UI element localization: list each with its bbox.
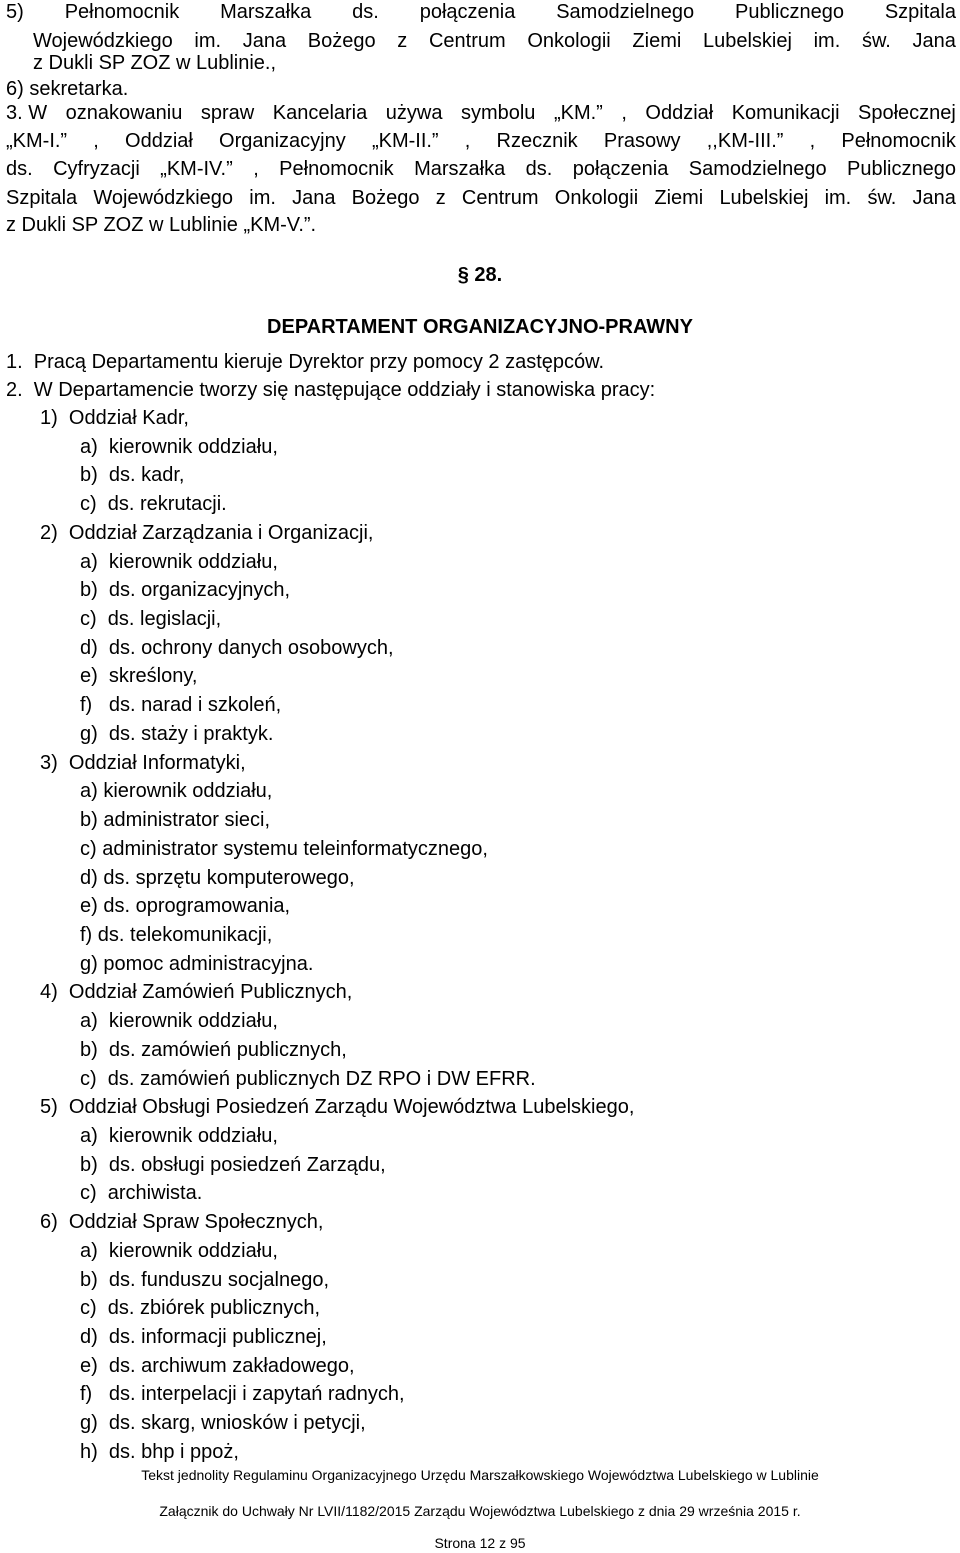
department-item: c) ds. zbiórek publicznych, [80, 1297, 321, 1320]
word: , [809, 130, 816, 152]
department-item: b) ds. obsługi posiedzeń Zarządu, [80, 1153, 386, 1176]
department-label: 2) Oddział Zarządzania i Organizacji, [40, 521, 374, 544]
word: ds. [525, 158, 553, 180]
word: Organizacyjny [219, 130, 346, 152]
word: Centrum [428, 30, 506, 52]
word: „KM.” [553, 102, 603, 124]
word: im. [194, 30, 222, 52]
word: , [93, 130, 99, 152]
word: Marszałka [220, 1, 312, 23]
word: Jana [242, 30, 287, 52]
word: połączenia [419, 1, 516, 23]
department-item: g) pomoc administracyjna. [80, 952, 314, 975]
word: Oddział [645, 102, 714, 124]
word: 3. W [6, 102, 48, 124]
word: Jana [912, 187, 956, 209]
department-item: c) administrator systemu teleinformatycznego, [80, 837, 488, 860]
word: Cyfryzacji [53, 158, 140, 180]
department-item: c) ds. zamówień publicznych DZ RPO i DW EFRR. [80, 1067, 536, 1090]
word: Kancelaria [272, 102, 368, 124]
section-title: DEPARTAMENT ORGANIZACYJNO-PRAWNY [267, 316, 693, 338]
department-item: a) kierownik oddziału, [80, 1125, 278, 1147]
word: symbolu [460, 102, 536, 124]
department-item: f) ds. telekomunikacji, [80, 923, 273, 946]
word: , [621, 102, 627, 124]
word: Pełnomocnik [279, 158, 394, 180]
word: z [397, 30, 408, 52]
department-item: b) ds. organizacyjnych, [80, 579, 291, 602]
word: Centrum [461, 187, 539, 209]
footer-text-1: Tekst jednolity Regulaminu Organizacyjnego Urzędu Marszałkowskiego Województwa Lubelskiego w Lublinie [141, 1467, 819, 1483]
word: ds. [352, 1, 379, 23]
department-item: c) archiwista. [80, 1182, 203, 1205]
word: Bożego [351, 187, 420, 209]
word: św. [861, 30, 891, 52]
department-label: 3) Oddział Informatyki, [40, 751, 246, 774]
word: Bożego [307, 30, 376, 52]
word: Lubelskiej [702, 30, 792, 52]
word: Oddział [125, 130, 193, 152]
department-item: h) ds. bhp i ppoż, [80, 1440, 239, 1463]
word: Ziemi [632, 30, 682, 52]
word: Rzecznik [496, 130, 578, 152]
department-item: g) ds. staży i praktyk. [80, 722, 274, 745]
word: „KM-I.” [6, 130, 68, 152]
word: Onkologii [527, 30, 611, 52]
word: Publicznego [734, 1, 844, 23]
department-item: a) kierownik oddziału, [80, 780, 273, 803]
section-number: § 28. [457, 264, 503, 286]
department-item: c) ds. rekrutacji. [80, 493, 227, 516]
department-item: c) ds. legislacji, [80, 608, 222, 631]
word: Społecznej [858, 102, 956, 124]
word: 5) [6, 1, 24, 23]
word: Komunikacji [731, 102, 840, 124]
word: Jana [912, 30, 956, 52]
department-item: e) ds. oprogramowania, [80, 895, 291, 918]
department-item: d) ds. ochrony danych osobowych, [80, 636, 394, 659]
word: im. [813, 30, 841, 52]
page-number: Strona 12 z 95 [434, 1535, 526, 1551]
word: ,,KM-III.” [706, 130, 784, 152]
intro-line-3: z Dukli SP ZOZ w Lublinie., [33, 52, 277, 74]
department-item: f) ds. interpelacji i zapytań radnych, [80, 1383, 405, 1406]
word: im. [824, 187, 852, 209]
word: „KM-IV.” [160, 158, 233, 180]
word: Jana [292, 187, 336, 209]
intro-line-8 [6, 186, 956, 210]
department-label: 5) Oddział Obsługi Posiedzeń Zarządu Województwa Lubelskiego, [40, 1096, 635, 1119]
intro-line-1 [6, 0, 956, 24]
word: Wojewódzkiego [33, 30, 173, 52]
word: oznakowaniu [65, 102, 183, 124]
word: Onkologii [554, 187, 639, 209]
intro-line-9: z Dukli SP ZOZ w Lublinie „KM-V.”. [6, 214, 317, 236]
department-item: a) kierownik oddziału, [80, 550, 278, 573]
intro-line-4: 6) sekretarka. [6, 78, 129, 100]
footer-text-2: Załącznik do Uchwały Nr LVII/1182/2015 Zarządu Województwa Lubelskiego z dnia 29 września 2015 r. [159, 1503, 801, 1519]
word: Samodzielnego [688, 158, 827, 180]
department-item: b) administrator sieci, [80, 809, 271, 832]
paragraph-2: 2. W Departamencie tworzy się następujące oddziały i stanowiska pracy: [6, 379, 656, 401]
department-item: b) ds. zamówień publicznych, [80, 1038, 347, 1061]
word: połączenia [572, 158, 669, 180]
department-label: 4) Oddział Zamówień Publicznych, [40, 981, 353, 1004]
intro-line-7 [6, 157, 956, 181]
department-item: a) kierownik oddziału, [80, 1239, 278, 1262]
word: „KM-II.” [371, 130, 439, 152]
department-item: e) skreślony, [80, 665, 198, 688]
intro-line-2 [33, 29, 956, 53]
word: św. [867, 187, 897, 209]
department-item: b) ds. funduszu socjalnego, [80, 1268, 330, 1291]
paragraph-1: 1. Pracą Departamentu kieruje Dyrektor przy pomocy 2 zastępców. [6, 351, 605, 373]
word: Pełnomocnik [64, 1, 180, 23]
department-item: d) ds. sprzętu komputerowego, [80, 866, 355, 889]
department-item: d) ds. informacji publicznej, [80, 1326, 327, 1349]
word: Szpitala [6, 187, 78, 209]
word: Szpitala [884, 1, 956, 23]
word: , [253, 158, 259, 180]
word: Pełnomocnik [841, 130, 956, 152]
word: Lubelskiej [719, 187, 809, 209]
word: , [464, 130, 471, 152]
word: używa [385, 102, 443, 124]
department-label: 6) Oddział Spraw Społecznych, [40, 1211, 324, 1234]
department-item: e) ds. archiwum zakładowego, [80, 1354, 355, 1377]
word: Samodzielnego [556, 1, 695, 23]
department-label: 1) Oddział Kadr, [40, 407, 189, 429]
word: z [435, 187, 446, 209]
word: im. [249, 187, 276, 209]
intro-line-5 [6, 101, 956, 125]
word: Marszałka [414, 158, 506, 180]
department-item: g) ds. skarg, wniosków i petycji, [80, 1412, 366, 1435]
word: Wojewódzkiego [93, 187, 234, 209]
word: Prasowy [603, 130, 681, 152]
department-item: a) kierownik oddziału, [80, 1010, 278, 1033]
word: Ziemi [654, 187, 704, 209]
word: Publicznego [847, 158, 956, 180]
intro-line-6 [6, 129, 956, 153]
word: spraw [200, 102, 255, 124]
department-item: f) ds. narad i szkoleń, [80, 694, 282, 717]
department-item: a) kierownik oddziału, [80, 435, 278, 458]
word: ds. [6, 158, 33, 180]
department-item: b) ds. kadr, [80, 464, 185, 487]
